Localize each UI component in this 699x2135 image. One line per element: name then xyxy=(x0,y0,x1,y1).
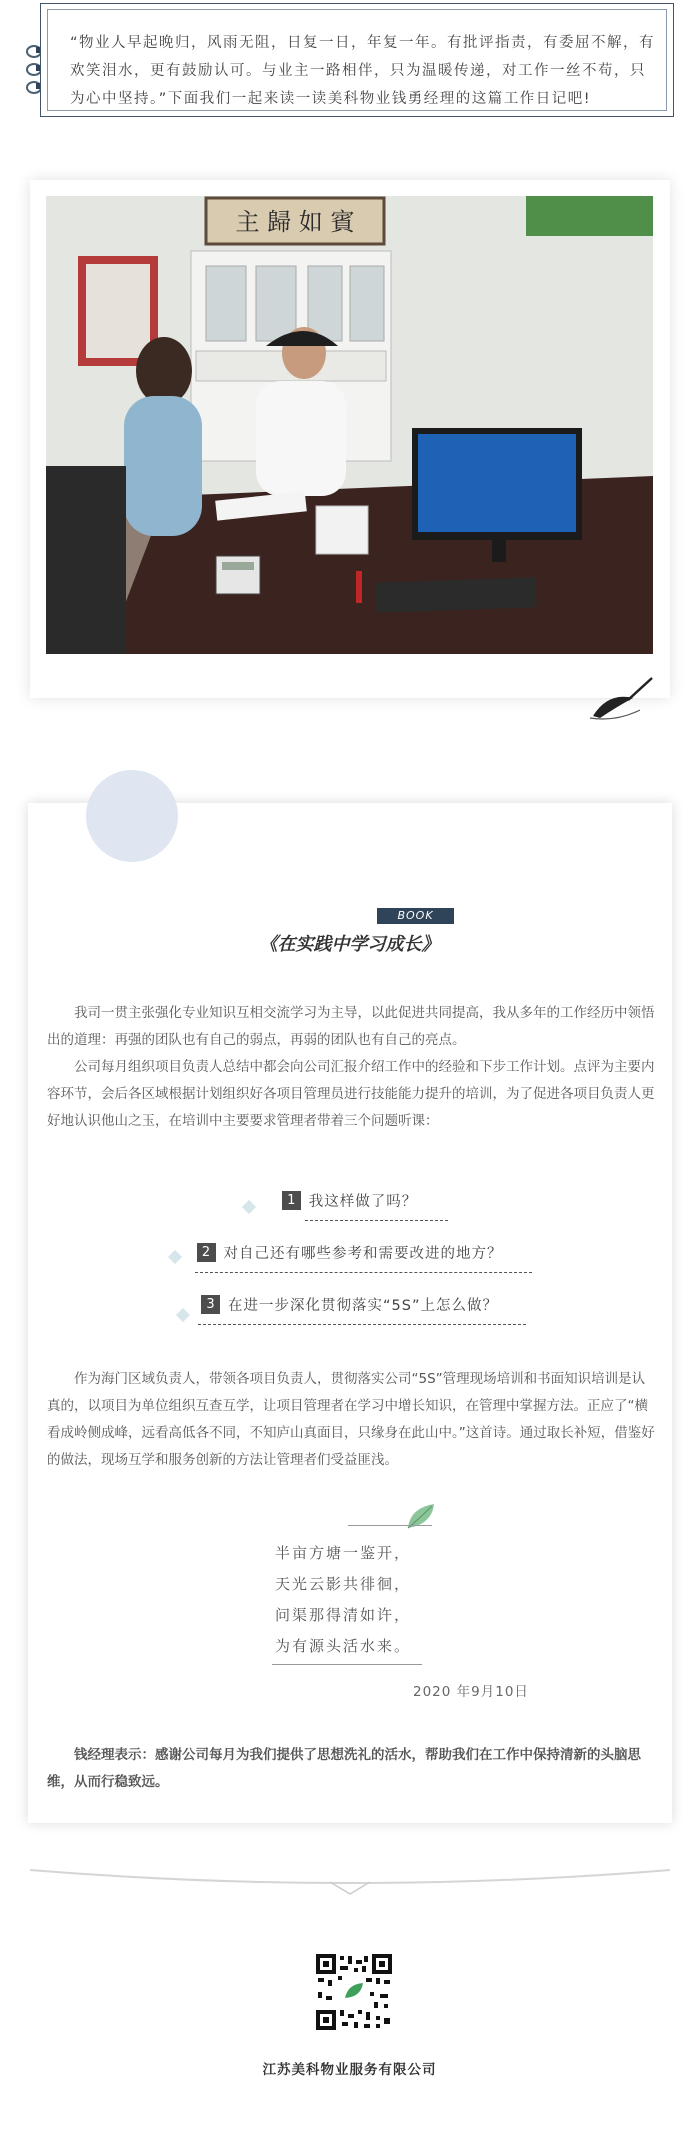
office-photo xyxy=(46,196,653,654)
closing-statement: 钱经理表示：感谢公司每月为我们提供了思想洗礼的活水，帮助我们在工作中保持清新的头脑思维，从而行稳致远。 xyxy=(47,1747,641,1790)
question-number: 2 xyxy=(197,1243,216,1262)
company-name: 江苏美科物业服务有限公司 xyxy=(262,2062,437,2078)
question-number: 1 xyxy=(282,1191,301,1210)
poem-line: 半亩方塘一鉴开， xyxy=(275,1544,412,1562)
wave-divider xyxy=(30,1860,670,1910)
question-text: 在进一步深化贯彻落实“5S”上怎么做？ xyxy=(228,1298,498,1314)
poem-divider-bottom xyxy=(272,1664,422,1665)
article-title: 《在实践中学习成长》 xyxy=(259,934,440,955)
poem-line: 天光云影共徘徊， xyxy=(275,1575,412,1593)
article-paragraph: 公司每月组织项目负责人总结中都会向公司汇报介绍工作中的经验和下步工作计划。点评为主要内容环节，会后各区域根据计划组织好各项目管理员进行技能能力提升的培训，为了促进各项目负责人更好地认识他山之玉，在培训中主要要求管理者带着三个问题听课： xyxy=(47,1059,655,1129)
dashed-divider xyxy=(195,1272,532,1273)
question-item xyxy=(0,1242,699,1263)
poem-line: 问渠那得清如许， xyxy=(275,1606,412,1624)
leaf-icon xyxy=(404,1498,440,1534)
poem xyxy=(275,1538,525,1662)
question-item xyxy=(0,1294,699,1315)
office-scene-illustration xyxy=(46,196,653,654)
article-paragraph: 我司一贯主张强化专业知识互相交流学习为主导，以此促进共同提高，我从多年的工作经历中领悟出的道理：再强的团队也有自己的弱点，再弱的团队也有自己的亮点。 xyxy=(47,1005,655,1048)
photo-card xyxy=(30,180,670,698)
question-text: 对自己还有哪些参考和需要改进的地方？ xyxy=(223,1246,503,1262)
dashed-divider xyxy=(305,1220,448,1221)
article-paragraph: 作为海门区域负责人，带领各项目负责人，贯彻落实公司“5S”管理现场培训和书面知识培训是认真的，以项目为单位组织互查互学，让项目管理者在学习中增长知识，在管理中掌握方法。正应了“横看成岭侧成峰，远看高低各不同，不知庐山真面目，只缘身在此山中。”这首诗。通过取长补短，借鉴好的做法，现场互学和服务创新的方法让管理者们受益匪浅。 xyxy=(47,1371,655,1468)
question-item xyxy=(0,1190,699,1211)
intro-quote-text: “物业人早起晚归，风雨无阻，日复一日，年复一年。有批评指责，有委屈不解，有欢笑泪水，更有鼓励认可。与业主一路相伴，只为温暖传递，对工作一丝不苟，只为心中坚持。”下面我们一起来读一读美科物业钱勇经理的这篇工作日记吧! xyxy=(70,35,656,107)
calligraphy-text: 主 歸 如 賓 xyxy=(235,208,355,236)
decorative-circle xyxy=(86,770,178,862)
dashed-divider xyxy=(198,1324,526,1325)
book-badge: BOOK xyxy=(377,908,454,924)
poem-divider-top xyxy=(348,1525,432,1526)
diary-date: 2020 年9月10日 xyxy=(413,1684,529,1700)
qr-code xyxy=(314,1952,394,2032)
ink-brush-icon xyxy=(588,672,658,722)
poem-line: 为有源头活水来。 xyxy=(275,1637,412,1655)
question-text: 我这样做了吗？ xyxy=(308,1194,418,1210)
question-number: 3 xyxy=(201,1295,220,1314)
intro-section xyxy=(22,3,677,121)
